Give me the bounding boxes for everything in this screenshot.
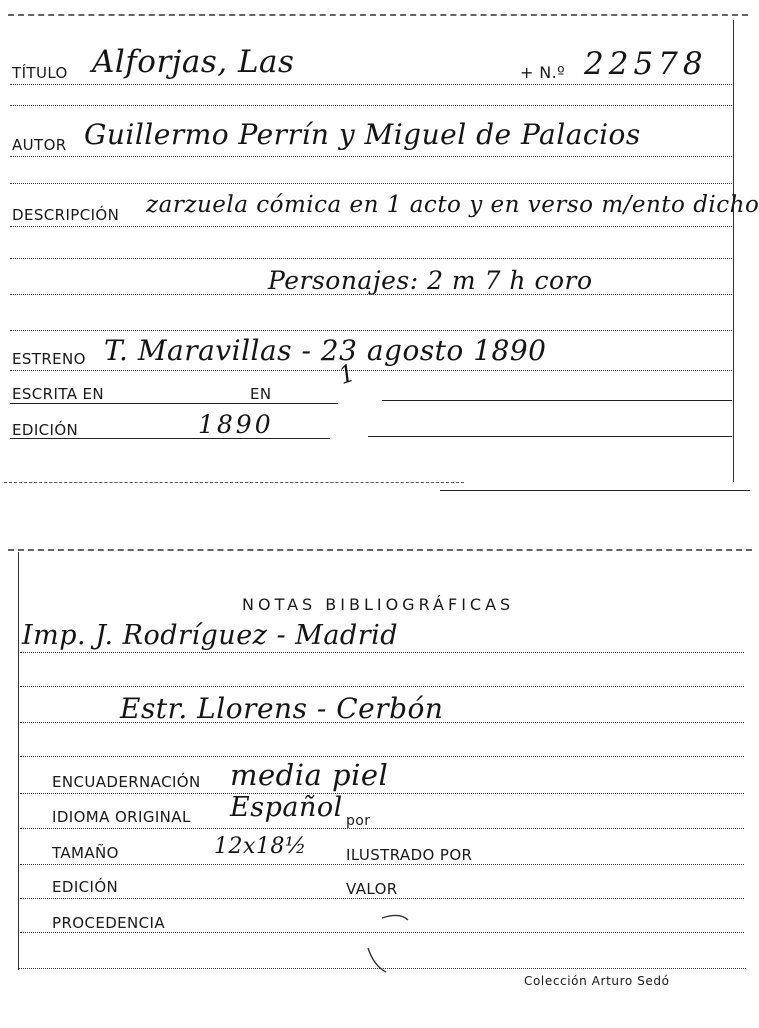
nota-rule-2 — [20, 686, 744, 687]
en-mark: 1 — [335, 358, 360, 390]
edicion-label: EDICIÓN — [12, 421, 79, 439]
personajes-line — [10, 294, 732, 295]
tamano-value: 12x18½ — [214, 834, 307, 859]
card-top-edge — [8, 549, 752, 551]
card-right-edge — [733, 20, 734, 482]
nota-line-2: Estr. Llorens - Cerbón — [120, 692, 444, 725]
escrita-en-label: ESCRITA EN — [12, 385, 105, 403]
rule-line — [10, 105, 732, 106]
descripcion-line — [10, 226, 732, 227]
estreno-line — [10, 370, 732, 371]
encuadernacion-value: media piel — [230, 758, 389, 792]
numero-label: + N.º — [520, 63, 566, 82]
por-label: por — [346, 813, 371, 829]
card-bottom-edge — [4, 482, 464, 483]
autor-value: Guillermo Perrín y Miguel de Palacios — [84, 118, 641, 151]
tamano-label: TAMAÑO — [52, 844, 119, 862]
edicion-line-right — [368, 436, 732, 437]
idioma-value: Español — [230, 792, 343, 823]
en-label: EN — [250, 385, 272, 403]
edicion-value: 1890 — [198, 410, 274, 439]
personajes-value: Personajes: 2 m 7 h coro — [268, 266, 593, 295]
titulo-label: TÍTULO — [12, 64, 68, 82]
escrita-en-line — [10, 403, 338, 404]
rule-line — [10, 258, 732, 259]
autor-label: AUTOR — [12, 136, 67, 154]
valor-label: VALOR — [346, 880, 398, 898]
descripcion-label: DESCRIPCIÓN — [12, 206, 120, 224]
ilustrado-label: ILUSTRADO POR — [346, 846, 473, 864]
encuadernacion-line — [20, 793, 744, 794]
titulo-value: Alforjas, Las — [92, 44, 295, 80]
card-left-edge — [18, 552, 19, 970]
encuadernacion-label: ENCUADERNACIÓN — [52, 773, 201, 791]
idioma-line — [20, 828, 744, 829]
tamano-line — [20, 864, 744, 865]
edicion-label-2: EDICIÓN — [52, 878, 119, 896]
idioma-label: IDIOMA ORIGINAL — [52, 808, 191, 826]
card-top-edge — [8, 14, 748, 16]
rule-line — [10, 183, 732, 184]
descripcion-value: zarzuela cómica en 1 acto y en verso m/ento dicho — [146, 192, 759, 218]
estreno-label: ESTRENO — [12, 350, 86, 368]
catalog-card-2 — [0, 500, 759, 1028]
nota-line-1: Imp. J. Rodríguez - Madrid — [22, 620, 399, 651]
card-bottom-rule — [440, 490, 750, 491]
rule-line — [10, 330, 732, 331]
autor-line — [10, 156, 732, 157]
punch-hole-mark — [360, 910, 420, 980]
catalog-card-1 — [0, 0, 759, 500]
procedencia-label: PROCEDENCIA — [52, 914, 166, 932]
estreno-value: T. Maravillas - 23 agosto 1890 — [104, 334, 547, 367]
card-bottom-rule — [18, 968, 746, 969]
numero-value: 22578 — [584, 46, 708, 82]
notas-heading: NOTAS BIBLIOGRÁFICAS — [242, 595, 515, 614]
titulo-line — [10, 84, 732, 85]
nota-rule-3 — [20, 722, 744, 723]
collection-footer: Colección Arturo Sedó — [524, 974, 670, 988]
edicion-line — [10, 438, 330, 439]
nota-rule-1 — [20, 652, 744, 653]
edicion-line-2 — [20, 898, 744, 899]
nota-rule-4 — [20, 756, 744, 757]
escrita-en-line-right — [382, 400, 732, 401]
